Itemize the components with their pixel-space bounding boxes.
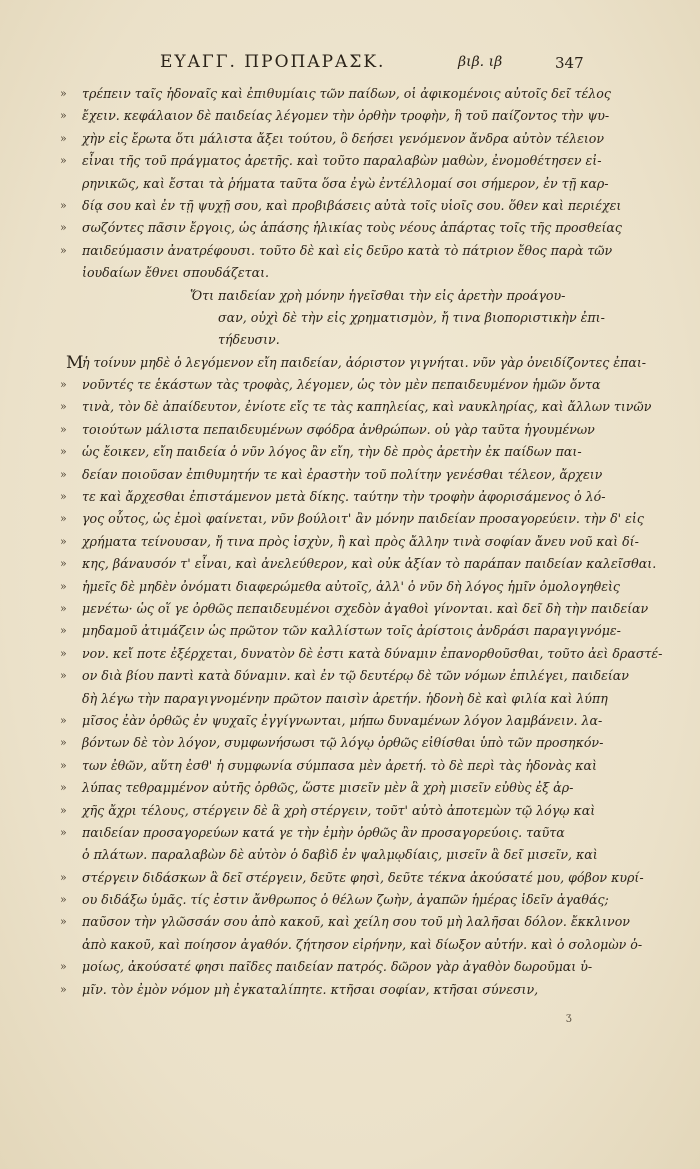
line-text: ου διδάξω ὑμᾶς. τίς ἐστιν ἄνθρωπος ὁ θέλων ζωὴν, ἀγαπῶν ἡμέρας ἰδεῖν ἀγαθάς;	[82, 892, 609, 908]
quotation-marker: »	[60, 915, 67, 929]
text-line	[0, 979, 700, 1001]
page-number: 347	[555, 54, 584, 72]
line-text: μῖν. τὸν ἐμὸν νόμον μὴ ἐγκαταλίπητε. κτῆσαι σοφίαν, κτῆσαι σύνεσιν,	[82, 981, 539, 997]
quotation-marker: »	[60, 557, 67, 571]
line-text: μενέτω· ὡς οἵ γε ὀρθῶς πεπαιδευμένοι σχεδὸν ἀγαθοὶ γίνονται. καὶ δεῖ δὴ τὴν παιδείαν	[82, 600, 649, 616]
text-line	[0, 732, 700, 754]
text-line	[0, 441, 700, 463]
quotation-marker: »	[60, 400, 67, 414]
text-line	[0, 911, 700, 933]
line-text: Ὅτι παιδείαν χρὴ μόνην ἡγεῖσθαι τὴν εἰς ἀρετὴν προάγου-	[190, 287, 566, 303]
book-reference: βιβ. ιβ	[458, 54, 503, 70]
quotation-marker: »	[60, 467, 67, 481]
stray-mark: ʒ	[566, 1012, 572, 1023]
quotation-marker: »	[60, 982, 67, 996]
drop-capital: Μ	[66, 352, 84, 373]
line-text: μηδαμοῦ ἀτιμάζειν ὡς πρῶτον τῶν καλλίστων τοῖς ἀρίστοις ἀνδράσι παραγιγνόμε-	[82, 623, 621, 639]
line-text: τρέπειν ταῖς ἡδοναῖς καὶ ἐπιθυμίαις τῶν παίδων, οἱ ἀφικομένοις αὐτοῖς δεῖ τέλος	[82, 86, 611, 101]
text-line	[0, 934, 700, 956]
text-line	[0, 553, 700, 575]
line-text: νοῦντές τε ἑκάστων τὰς τροφὰς, λέγομεν, ὡς τὸν μὲν πεπαιδευμένον ἡμῶν ὄντα	[82, 377, 601, 393]
quotation-marker: »	[60, 445, 67, 459]
text-line	[0, 956, 700, 978]
text-line	[0, 285, 700, 307]
quotation-marker: »	[60, 870, 67, 884]
line-text: βόντων δὲ τὸν λόγον, συμφωνήσωσι τῷ λόγῳ ὀρθῶς εἰθίσθαι ὑπὸ τῶν προσηκόν-	[82, 735, 604, 751]
quotation-marker: »	[60, 601, 67, 615]
line-text: χῆς ἄχρι τέλους, στέργειν δὲ ἃ χρὴ στέργειν, τοῦτ' αὐτὸ ἀποτεμὼν τῷ λόγῳ καὶ	[82, 802, 596, 818]
line-text: εἶναι τῆς τοῦ πράγματος ἀρετῆς. καὶ τοῦτο παραλαβὼν μαθὼν, ἐνομοθέτησεν εἰ-	[82, 153, 602, 169]
line-text: μῖσος ἐὰν ὀρθῶς ἐν ψυχαῖς ἐγγίγνωνται, μήπω δυναμένων λόγον λαμβάνειν. λα-	[82, 712, 603, 728]
quotation-marker: »	[60, 534, 67, 548]
line-text: κης, βάναυσόν τ' εἶναι, καὶ ἀνελεύθερον, καὶ οὐκ ἀξίαν τὸ παράπαν παιδείαν καλεῖσθαι.	[82, 556, 657, 572]
text-line	[0, 419, 700, 441]
text-line	[0, 240, 700, 262]
line-text: παιδείαν προσαγορεύων κατά γε τὴν ἐμὴν ὀρθῶς ἂν προσαγορεύοις. ταῦτα	[82, 824, 565, 840]
line-text: ἔχειν. κεφάλαιον δὲ παιδείας λέγομεν τὴν ὀρθὴν τροφὴν, ἣ τοῦ παίζοντος τὴν ψυ-	[82, 108, 610, 124]
line-text: ον διὰ βίου παντὶ κατὰ δύναμιν. καὶ ἐν τῷ δευτέρῳ δὲ τῶν νόμων ἐπιλέγει, παιδείαν	[82, 668, 629, 684]
text-line	[0, 576, 700, 598]
line-text: παῦσον τὴν γλῶσσάν σου ἀπὸ κακοῦ, καὶ χείλη σου τοῦ μὴ λαλῆσαι δόλον. ἔκκλινον	[82, 914, 630, 930]
text-line	[0, 844, 700, 866]
text-line	[0, 800, 700, 822]
page-header	[0, 50, 700, 76]
line-text: ρηνικῶς, καὶ ἔσται τὰ ῥήματα ταῦτα ὅσα ἐγὼ ἐντέλλομαί σοι σήμερον, ἐν τῇ καρ-	[82, 175, 609, 191]
text-line	[0, 598, 700, 620]
text-line	[0, 83, 700, 105]
text-line	[0, 755, 700, 777]
quotation-marker: »	[60, 490, 67, 504]
line-text: ἀπὸ κακοῦ, καὶ ποίησον ἀγαθόν. ζήτησον εἰρήνην, καὶ δίωξον αὐτήν. καὶ ὁ σολομὼν ὁ-	[82, 936, 643, 952]
quotation-marker: »	[60, 713, 67, 727]
line-text: σαν, οὐχὶ δὲ τὴν εἰς χρηματισμὸν, ἤ τινα βιοποριστικὴν ἐπι-	[218, 309, 605, 325]
line-text: ἡμεῖς δὲ μηδὲν ὀνόματι διαφερώμεθα αὐτοῖς, ἀλλ' ὁ νῦν δὴ λόγος ἡμῖν ὁμολογηθεὶς	[82, 578, 620, 594]
text-line	[0, 173, 700, 195]
text-line	[0, 329, 700, 351]
quotation-marker: »	[60, 243, 67, 257]
text-line	[0, 217, 700, 239]
quotation-marker: »	[60, 198, 67, 212]
text-line	[0, 352, 700, 374]
text-line	[0, 486, 700, 508]
text-line	[0, 867, 700, 889]
line-text: τοιούτων μάλιστα πεπαιδευμένων σφόδρα ἀνθρώπων. οὐ γὰρ ταῦτα ἡγουμένων	[82, 421, 595, 437]
quotation-marker: »	[60, 154, 67, 168]
text-line	[0, 150, 700, 172]
line-text: τινὰ, τὸν δὲ ἀπαίδευτον, ἐνίοτε εἴς τε τὰς καπηλείας, καὶ ναυκληρίας, καὶ ἄλλων τινῶν	[82, 399, 652, 415]
line-text: τήδευσιν.	[218, 332, 280, 348]
quotation-marker: »	[60, 87, 67, 100]
line-text: τε καὶ ἄρχεσθαι ἐπιστάμενον μετὰ δίκης. ταύτην τὴν τροφὴν ἀφορισάμενος ὁ λό-	[82, 489, 606, 505]
text-line	[0, 396, 700, 418]
line-text: δὴ λέγω τὴν παραγιγνομένην πρῶτον παισὶν ἀρετήν. ἡδονὴ δὲ καὶ φιλία καὶ λύπη	[82, 690, 608, 706]
quotation-marker: »	[60, 646, 67, 660]
text-line	[0, 128, 700, 150]
quotation-marker: »	[60, 960, 67, 974]
quotation-marker: »	[60, 758, 67, 772]
quotation-marker: »	[60, 109, 67, 123]
running-head: ΕΥΑΓΓ. ΠΡΟΠΑΡΑΣΚ.	[160, 52, 386, 72]
text-line	[0, 531, 700, 553]
text-line	[0, 777, 700, 799]
quotation-marker: »	[60, 803, 67, 817]
line-text: στέργειν διδάσκων ἃ δεῖ στέργειν, δεῦτε φησὶ, δεῦτε τέκνα ἀκούσατέ μου, φόβον κυρί-	[82, 869, 644, 885]
line-text: μοίως, ἀκούσατέ φησι παῖδες παιδείαν πατρός. δῶρον γὰρ ἀγαθὸν δωροῦμαι ὑ-	[82, 959, 593, 975]
text-line	[0, 262, 700, 284]
quotation-marker: »	[60, 422, 67, 436]
line-text: χὴν εἰς ἔρωτα ὅτι μάλιστα ἄξει τούτου, ὃ δεήσει γενόμενον ἄνδρα αὐτὸν τέλειον	[82, 130, 605, 146]
text-line	[0, 822, 700, 844]
quotation-marker: »	[60, 893, 67, 907]
line-text: νον. κεἴ ποτε ἐξέρχεται, δυνατὸν δὲ ἐστι κατὰ δύναμιν ἐπανορθοῦσθαι, τοῦτο ἀεὶ δραστέ-	[82, 645, 663, 661]
quotation-marker: »	[60, 579, 67, 593]
text-line	[0, 710, 700, 732]
text-line	[0, 688, 700, 710]
body-text	[0, 83, 700, 1001]
quotation-marker: »	[60, 378, 67, 392]
line-text: ἡ τοίνυν μηδὲ ὁ λεγόμενον εἴη παιδείαν, ἀόριστον γιγνήται. νῦν γὰρ ὀνειδίζοντες ἐπαι-	[82, 354, 647, 370]
line-text: δείαν ποιοῦσαν ἐπιθυμητήν τε καὶ ἐραστὴν τοῦ πολίτην γενέσθαι τέλεον, ἄρχειν	[82, 466, 603, 482]
line-text: παιδεύμασιν ἀνατρέφουσι. τοῦτο δὲ καὶ εἰς δεῦρο κατὰ τὸ πάτριον ἔθος παρὰ τῶν	[82, 242, 613, 258]
quotation-marker: »	[60, 131, 67, 145]
text-line	[0, 195, 700, 217]
line-text: λύπας τεθραμμένον αὐτῆς ὀρθῶς, ὥστε μισεῖν μὲν ἃ χρὴ μισεῖν εὐθὺς ἐξ ἀρ-	[82, 780, 574, 796]
line-text: ὡς ἔοικεν, εἴη παιδεία ὁ νῦν λόγος ἂν εἴη, τὴν δὲ πρὸς ἀρετὴν ἐκ παίδων παι-	[82, 444, 582, 460]
text-line	[0, 464, 700, 486]
text-line	[0, 307, 700, 329]
quotation-marker: »	[60, 669, 67, 683]
line-text: ὁ πλάτων. παραλαβὼν δὲ αὐτὸν ὁ δαβὶδ ἐν ψαλμῳδίαις, μισεῖν ἃ δεῖ μισεῖν, καὶ	[82, 847, 598, 863]
line-text: ἰουδαίων ἔθνει σπουδάζεται.	[82, 265, 270, 281]
text-line	[0, 665, 700, 687]
quotation-marker: »	[60, 825, 67, 839]
text-line	[0, 508, 700, 530]
line-text: των ἐθῶν, αὕτη ἐσθ' ἡ συμφωνία σύμπασα μὲν ἀρετή. τὸ δὲ περὶ τὰς ἡδονὰς καὶ	[82, 757, 597, 773]
text-line	[0, 889, 700, 911]
quotation-marker: »	[60, 624, 67, 638]
quotation-marker: »	[60, 736, 67, 750]
quotation-marker: »	[60, 781, 67, 795]
text-line	[0, 374, 700, 396]
quotation-marker: »	[60, 221, 67, 235]
text-line	[0, 643, 700, 665]
text-line	[0, 105, 700, 127]
line-text: δίᾳ σου καὶ ἐν τῇ ψυχῇ σου, καὶ προβιβάσεις αὐτὰ τοῖς υἱοῖς σου. ὅθεν καὶ περιέχει	[82, 197, 622, 213]
line-text: γος οὗτος, ὡς ἐμοὶ φαίνεται, νῦν βούλοιτ' ἂν μόνην παιδείαν προσαγορεύειν. τὴν δ' εἰς	[82, 511, 644, 527]
text-line	[0, 620, 700, 642]
line-text: χρήματα τείνουσαν, ἤ τινα πρὸς ἰσχὺν, ἢ καὶ πρὸς ἄλλην τινὰ σοφίαν ἄνευ νοῦ καὶ δί-	[82, 533, 639, 549]
line-text: σωζόντες πᾶσιν ἔργοις, ὡς ἁπάσης ἡλικίας τοὺς νέους ἀπάρτας τοῖς τῆς προσθείας	[82, 220, 622, 236]
quotation-marker: »	[60, 512, 67, 526]
